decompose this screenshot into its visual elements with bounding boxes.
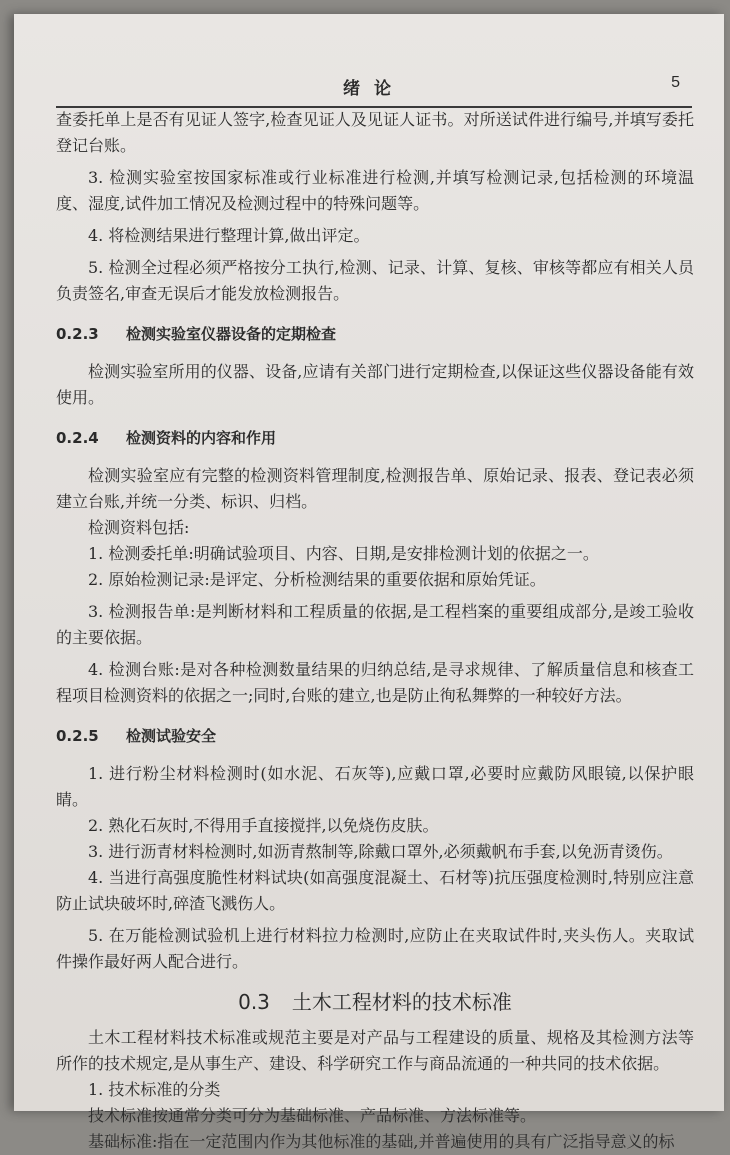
section-title: 检测实验室仪器设备的定期检查 [126,325,337,343]
paragraph: 基础标准:指在一定范围内作为其他标准的基础,并普遍使用的具有广泛指导意义的标 [88,1132,675,1151]
list-item: 5. 检测全过程必须严格按分工执行,检测、记录、计算、复核、审核等都应有相关人员负责签名,审查无误后才能发放检测报告。 [56,258,694,303]
list-item: 3. 进行沥青材料检测时,如沥青熬制等,除戴口罩外,必须戴帆布手套,以免沥青烫伤。 [88,842,673,861]
section-heading-0-2-3 [56,321,694,347]
paragraph: 检测资料包括: [88,518,190,537]
list-item: 2. 原始检测记录:是评定、分析检测结果的重要依据和原始凭证。 [88,570,546,589]
section-title: 检测试验安全 [126,727,217,745]
paragraph: 土木工程材料技术标准或规范主要是对产品与工程建设的质量、规格及其检测方法等所作的技术规定,是从事生产、建设、科学研究工作与商品流通的一种共同的技术依据。 [56,1028,694,1073]
subheading: 1. 技术标准的分类 [88,1080,221,1099]
section-heading-0-2-5 [56,723,694,749]
paragraph: 查委托单上是否有见证人签字,检查见证人及见证人证书。对所送试件进行编号,并填写委托登记台账。 [56,110,694,155]
list-item: 1. 检测委托单:明确试验项目、内容、日期,是安排检测计划的依据之一。 [88,544,599,563]
page-number: 5 [671,74,680,91]
paragraph: 技术标准按通常分类可分为基础标准、产品标准、方法标准等。 [88,1106,537,1125]
list-item: 4. 检测台账:是对各种检测数量结果的归纳总结,是寻求规律、了解质量信息和核查工程项目检测资料的依据之一;同时,台账的建立,也是防止徇私舞弊的一种较好方法。 [56,660,694,705]
list-item: 3. 检测实验室按国家标准或行业标准进行检测,并填写检测记录,包括检测的环境温度、湿度,试件加工情况及检测过程中的特殊问题等。 [56,168,694,213]
section-title: 检测资料的内容和作用 [126,429,277,447]
running-header [56,72,692,108]
section-heading-0-3 [56,989,694,1015]
list-item: 5. 在万能检测试验机上进行材料拉力检测时,应防止在夹取试件时,夹头伤人。夹取试件操作最好两人配合进行。 [56,926,694,971]
book-page [14,14,724,1151]
section-number: 0.2.3 [56,325,99,343]
section-number: 0.2.5 [56,727,99,745]
list-item: 4. 将检测结果进行整理计算,做出评定。 [88,226,370,245]
chapter-title: 绪论 [343,79,405,99]
list-item: 3. 检测报告单:是判断材料和工程质量的依据,是工程档案的重要组成部分,是竣工验收的主要依据。 [56,602,694,647]
section-number: 0.3 [238,990,270,1014]
section-number: 0.2.4 [56,429,99,447]
list-item: 2. 熟化石灰时,不得用手直接搅拌,以免烧伤皮肤。 [88,816,439,835]
section-title: 土木工程材料的技术标准 [291,990,512,1014]
section-heading-0-2-4 [56,425,694,451]
page-body [56,107,694,1155]
list-item: 4. 当进行高强度脆性材料试块(如高强度混凝土、石材等)抗压强度检测时,特别应注意防止试块破坏时,碎渣飞溅伤人。 [56,868,694,913]
list-item: 1. 进行粉尘材料检测时(如水泥、石灰等),应戴口罩,必要时应戴防风眼镜,以保护眼睛。 [56,764,694,809]
paragraph: 检测实验室所用的仪器、设备,应请有关部门进行定期检查,以保证这些仪器设备能有效使用。 [56,362,694,407]
paragraph: 检测实验室应有完整的检测资料管理制度,检测报告单、原始记录、报表、登记表必须建立台账,并统一分类、标识、归档。 [56,466,694,511]
